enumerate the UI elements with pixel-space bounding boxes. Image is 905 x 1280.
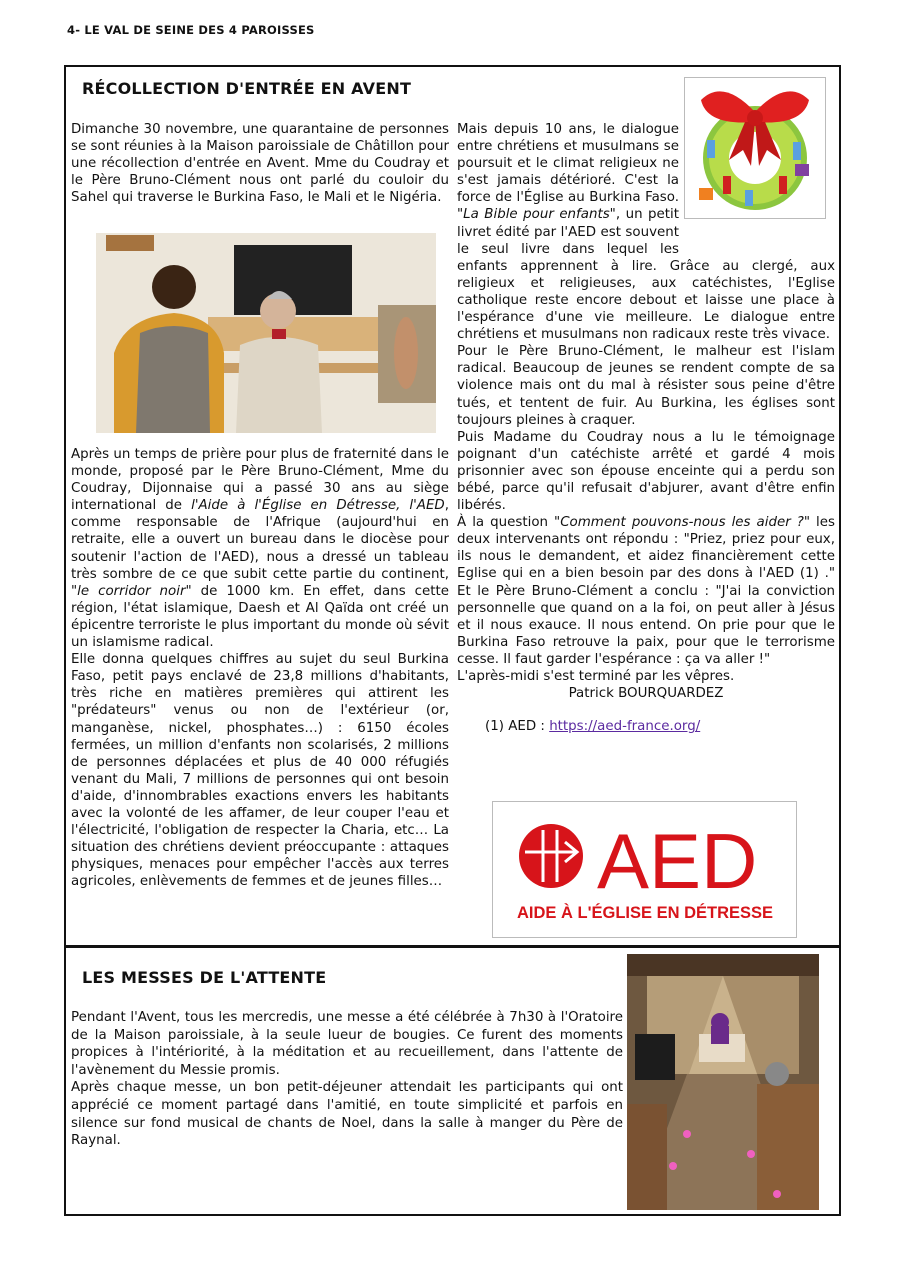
article1-paragraph: Mais depuis 10 ans, le dialogue entre chrétiens et musulmans se poursuit et le climat religieux ne s'est jamais détérioré. C'est la force de l'Église au Burkina Faso. "La Bible pour enfants", un petit livret édité par l'AED est souvent le seul livre dans lequel les enfants apprennent à lire. Grâce au clergé, aux religieux et religieuses, aux catéchistes, l'Eglise catholique reste encore debout et laisse une place à l'espérance d'une vie meilleure. Le dialogue entre chrétiens et musulmans non radicaux reste très vivace. — [457, 122, 835, 343]
photo-oratoire-mass — [627, 954, 819, 1210]
article1-paragraph: Puis Madame du Coudray nous a lu le témoignage poignant d'un catéchiste arrêté et gardé 4 mois prisonnier avec son épouse enceinte qui a perdu son bébé, parce qu'il refusait d'abjurer, avant d'être enfin libérés. — [457, 429, 835, 514]
article2-body — [71, 1009, 623, 1150]
wreath-float-spacer — [679, 121, 835, 241]
aed-logo-graphic — [493, 802, 796, 937]
photo-speakers — [96, 233, 436, 433]
article1-left-col-top — [71, 121, 449, 206]
footnote: (1) AED : https://aed-france.org/ — [485, 719, 701, 735]
article-title-messes: LES MESSES DE L'ATTENTE — [82, 968, 327, 987]
aed-acronym: AED — [597, 817, 758, 905]
article1-right-col — [457, 121, 835, 735]
article1-left-col-bottom — [71, 446, 449, 890]
running-head: 4- LE VAL DE SEINE DES 4 PAROISSES — [67, 23, 315, 37]
article1-paragraph: L'après-midi s'est terminé par les vêpres. — [457, 669, 735, 684]
article-signature: Patrick BOURQUARDEZ — [568, 686, 724, 702]
article1-paragraph: Pour le Père Bruno-Clément, le malheur est l'islam radical. Beaucoup de jeunes se rendent compte de sa violence mais ont du mal à résister sous peine d'être tués, et tentent de fuir. Au Burkina, les églises sont toujours pleines à craquer. — [457, 344, 835, 428]
aed-website-link[interactable]: https://aed-france.org/ — [549, 719, 701, 735]
article1-paragraph: À la question "Comment pouvons-nous les aider ?" les deux intervenants ont répondu : "Priez, priez pour eux, ils nous le demandent, et aidez financièrement cette Eglise qui en a bien besoin par des dons à l'AED (1) ." Et le Père Bruno-Clément a conclu : "J'ai la conviction personnelle que quand on a la foi, on peut aller à Jésus et il nous exauce. Il nous entend. On prie pour que le Burkina Faso retrouve la paix, pour que le terrorisme cesse. Il faut garder l'espérance : ça va aller !" — [457, 515, 835, 667]
aed-logo — [492, 801, 797, 938]
photo-speakers-illustration — [96, 233, 436, 433]
article2-paragraph: Après chaque messe, un bon petit-déjeuner attendait les participants qui ont apprécié ce moment partagé dans l'amitié, en toute simplicité et parfois en silence sur fond musical de chants de Noel, dans la salle à manger du Père de Raynal. — [71, 1080, 623, 1149]
photo-oratoire-illustration — [627, 954, 819, 1210]
article1-paragraph: Après un temps de prière pour plus de fraternité dans le monde, proposé par le Père Bruno-Clément, Mme du Coudray, Dijonnaise qui a passé 30 ans au siège international de l'Aide à l'Église en Détresse, l'AED, comme responsable de l'Afrique (aujourd'hui en retraite, elle a ouvert un bureau dans le diocèse pour soutenir l'action de l'AED), nous a dressé un tableau très sombre de ce que subit cette partie du continent, "le corridor noir" de 1000 km. En effet, dans cette région, l'état islamique, Daesh et Al Qaïda ont créé un épicentre terroriste le plus important du monde où sévit un islamisme radical. — [71, 447, 449, 651]
article-title-recollection: RÉCOLLECTION D'ENTRÉE EN AVENT — [82, 79, 412, 98]
article1-paragraph: Dimanche 30 novembre, une quarantaine de personnes se sont réunies à la Maison paroissiale de Châtillon pour une récollection d'entrée en Avent. Mme du Coudray et le Père Bruno-Clément nous ont parlé du couloir du Sahel qui traverse le Burkina Faso, le Mali et le Nigéria. — [71, 122, 449, 206]
article1-paragraph: Elle donna quelques chiffres au sujet du seul Burkina Faso, petit pays enclavé de 23,8 millions d'habitants, très riche en matières premières qui attirent les "prédateurs" venus ou non de l'extérieur (or, manganèse, nickel, phosphates…) : 6150 écoles fermées, un million d'enfants non scolarisés, 2 millions de personnes déplacées et plus de 40 000 réfugiés venant du Mali, 7 millions de personnes qui ont besoin d'aide, d'innombrables exactions envers les habitants avec la volonté de les affamer, de leur couper l'eau et l'électricité, l'obligation de respecter la Charia, etc… La situation des chrétiens devient préoccupante : attaques physiques, menaces pour empêcher l'accès aux terres agricoles, enlèvements de femmes et de jeunes filles… — [71, 652, 449, 890]
article2-paragraph: Pendant l'Avent, tous les mercredis, une messe a été célébrée à 7h30 à l'Oratoire de la Maison paroissiale, à la seule lueur de bougies. Ce furent des moments propices à l'intériorité, à la méditation et au recueillement, dans l'attente de l'avènement du Messie promis. — [71, 1010, 623, 1078]
aed-tagline: AIDE À L'ÉGLISE EN DÉTRESSE — [517, 904, 774, 922]
